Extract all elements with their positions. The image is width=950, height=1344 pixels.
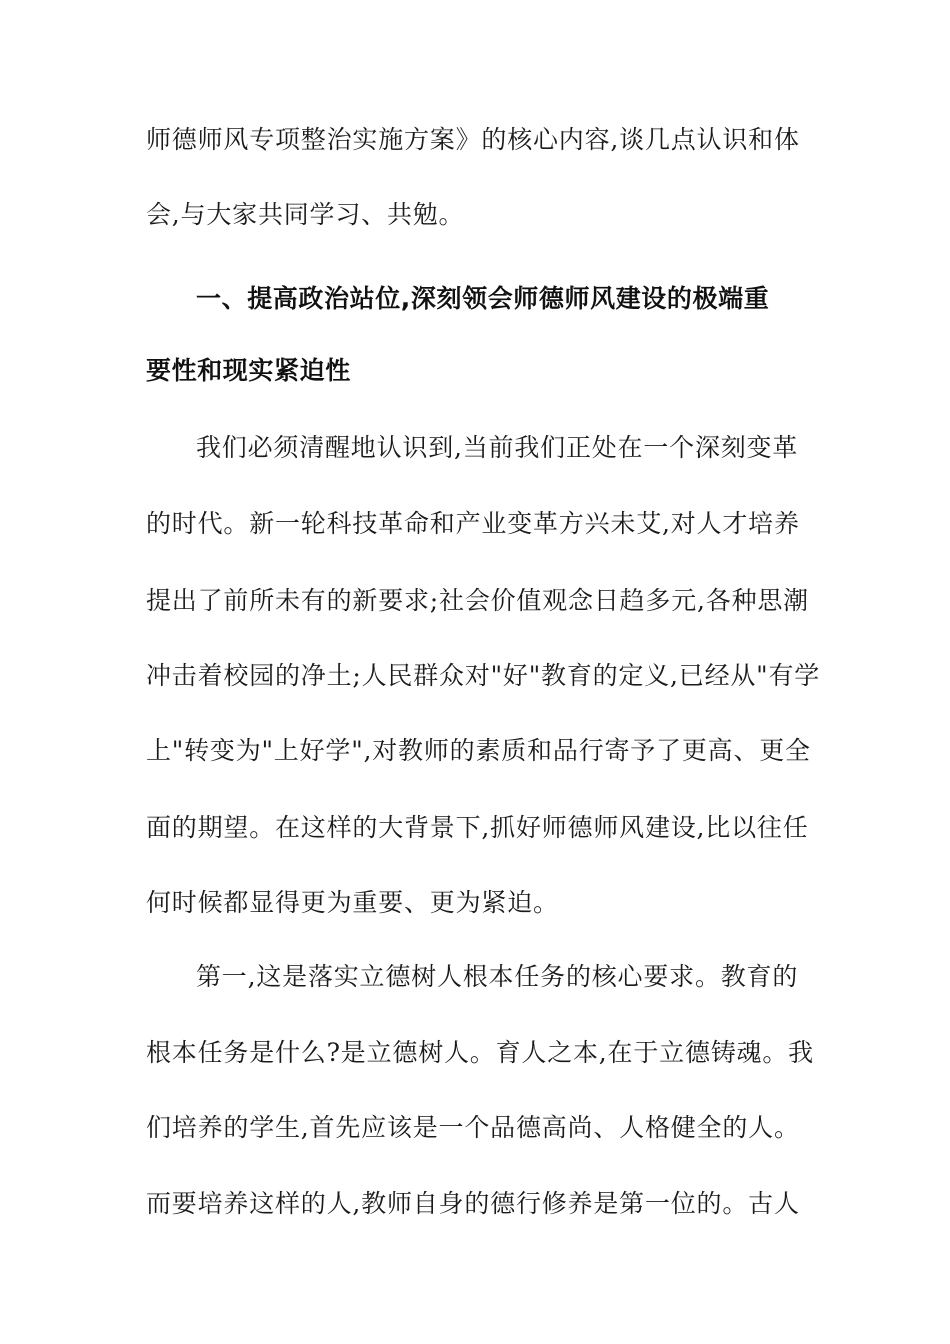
section-heading: 要性和现实紧迫性 bbox=[146, 356, 351, 385]
paragraph-line: 提出了前所未有的新要求;社会价值观念日趋多元,各种思潮 bbox=[146, 586, 809, 615]
paragraph-line: 面的期望。在这样的大背景下,抓好师德师风建设,比以往任 bbox=[146, 813, 809, 842]
paragraph-line: 的时代。新一轮科技革命和产业变革方兴未艾,对人才培养 bbox=[146, 509, 800, 538]
paragraph-line: 师德师风专项整治实施方案》的核心内容,谈几点认识和体 bbox=[146, 125, 800, 154]
paragraph-line: 冲击着校园的净土;人民群众对"好"教育的定义,已经从"有学 bbox=[146, 661, 821, 690]
paragraph-line: 而要培养这样的人,教师自身的德行修养是第一位的。古人 bbox=[146, 1189, 800, 1218]
paragraph-line: 们培养的学生,首先应该是一个品德高尚、人格健全的人。 bbox=[146, 1113, 800, 1142]
paragraph-line: 第一,这是落实立德树人根本任务的核心要求。教育的 bbox=[196, 962, 799, 991]
paragraph-line: 会,与大家共同学习、共勉。 bbox=[146, 200, 465, 229]
paragraph-line: 何时候都显得更为重要、更为紧迫。 bbox=[146, 888, 559, 917]
paragraph-line: 我们必须清醒地认识到,当前我们正处在一个深刻变革 bbox=[196, 433, 799, 462]
section-heading: 一、提高政治站位,深刻领会师德师风建设的极端重 bbox=[196, 284, 770, 313]
paragraph-line: 上"转变为"上好学",对教师的素质和品行寄予了更高、更全 bbox=[146, 736, 811, 765]
paragraph-line: 根本任务是什么?是立德树人。育人之本,在于立德铸魂。我 bbox=[146, 1038, 814, 1067]
